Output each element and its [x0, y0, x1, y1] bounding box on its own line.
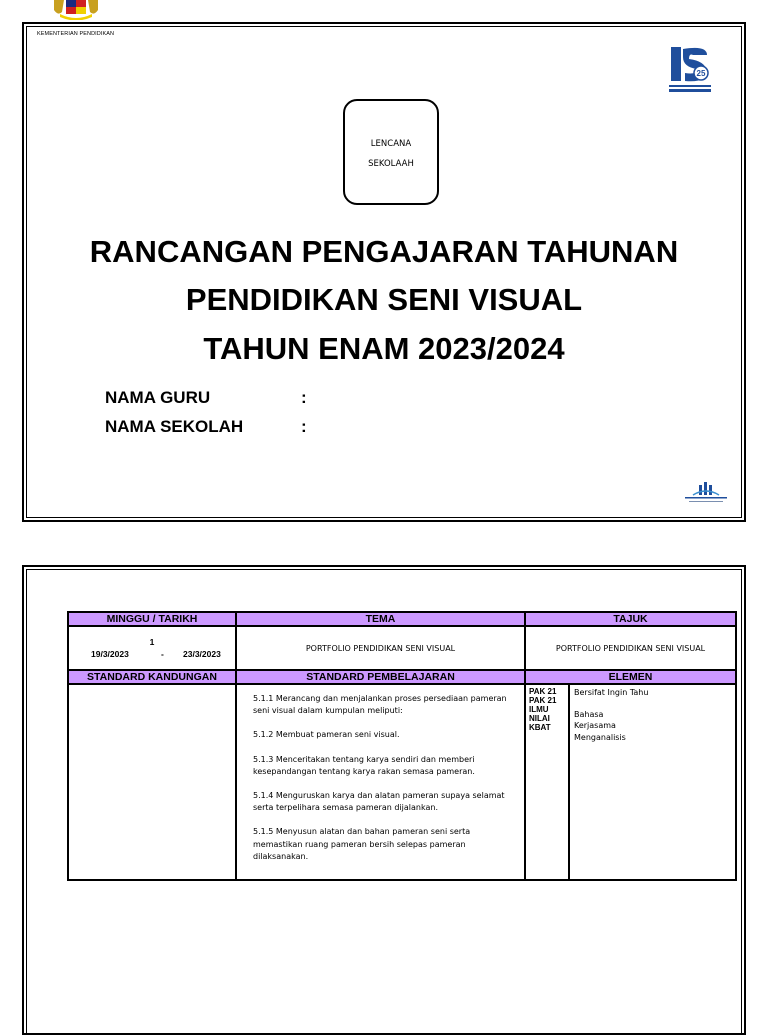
week-date-cell	[68, 626, 236, 670]
cover-inner-border	[26, 26, 742, 518]
title-line-2: PENDIDIKAN SENI VISUAL	[185, 282, 583, 317]
nama-sekolah-colon: :	[301, 417, 307, 436]
elemen-name: Menganalisis	[574, 732, 626, 742]
cover-page	[22, 22, 746, 522]
week-number: 1	[149, 637, 155, 647]
elemen-code: KBAT	[529, 723, 551, 732]
ministry-label: KEMENTERIAN PENDIDIKAN	[37, 31, 115, 37]
title-line-1: RANCANGAN PENGAJARAN TAHUNAN	[89, 234, 679, 269]
elemen-code: ILMU	[529, 705, 549, 714]
header-tajuk: TAJUK	[525, 612, 736, 626]
rpt-inner-border	[26, 569, 742, 1033]
sp-item: 5.1.4 Menguruskan karya dan alatan pameran supaya selamat serta terpelihara semasa pameran dijalankan.	[253, 791, 505, 813]
nama-sekolah-label: NAMA SEKOLAH	[105, 417, 244, 436]
header-standard-kandungan: STANDARD KANDUNGAN	[68, 670, 236, 684]
rpt-table	[67, 611, 737, 881]
svg-text:25: 25	[696, 69, 706, 78]
sp-item: 5.1.1 Merancang dan menjalankan proses persediaan pameran seni visual dalam kumpulan meliputi:	[253, 694, 507, 716]
standard-pembelajaran-list	[236, 684, 525, 880]
tema-value: PORTFOLIO PENDIDIKAN SENI VISUAL	[236, 626, 525, 670]
rpt-page	[22, 565, 746, 1035]
malaysia-crest-logo	[50, 0, 102, 20]
elemen-name: Bersifat Ingin Tahu	[574, 688, 649, 697]
elemen-code: PAK 21	[529, 687, 557, 696]
date-end: 23/3/2023	[183, 649, 221, 659]
header-elemen: ELEMEN	[525, 670, 736, 684]
date-start: 19/3/2023	[91, 649, 129, 659]
sp-item: 5.1.2 Membuat pameran seni visual.	[253, 730, 400, 740]
elemen-name: Kerjasama	[574, 721, 616, 731]
elemen-name	[574, 698, 731, 709]
date-separator: -	[161, 649, 164, 659]
standard-kandungan-value	[68, 684, 236, 880]
elemen-code: PAK 21	[529, 696, 557, 705]
sp-item: 5.1.3 Menceritakan tentang karya sendiri dan memberi kesepandangan tentang karya rakan semasa pameran.	[253, 754, 475, 776]
header-standard-pembelajaran: STANDARD PEMBELAJARAN	[236, 670, 525, 684]
sp-item: 5.1.5 Menyusun alatan dan bahan pameran seni serta memastikan ruang pameran bersih selepas pameran dilaksanakan.	[253, 827, 471, 861]
logo-25-icon	[667, 43, 713, 95]
header-tema: TEMA	[236, 612, 525, 626]
elemen-names	[569, 684, 736, 880]
school-badge-placeholder	[343, 99, 439, 205]
nama-guru-colon: :	[301, 388, 307, 407]
elemen-name: Bahasa	[574, 710, 604, 720]
elemen-code: NILAI	[529, 714, 550, 723]
header-minggu: MINGGU / TARIKH	[68, 612, 236, 626]
elemen-codes	[525, 684, 569, 880]
title-line-3: TAHUN ENAM 2023/2024	[203, 331, 565, 366]
badge-line-2: SEKOLAAH	[368, 159, 414, 169]
badge-line-1: LENCANA	[370, 139, 412, 149]
tajuk-value: PORTFOLIO PENDIDIKAN SENI VISUAL	[525, 626, 736, 670]
nama-guru-label: NAMA GURU	[105, 388, 211, 407]
footer-logo-icon	[683, 481, 729, 507]
